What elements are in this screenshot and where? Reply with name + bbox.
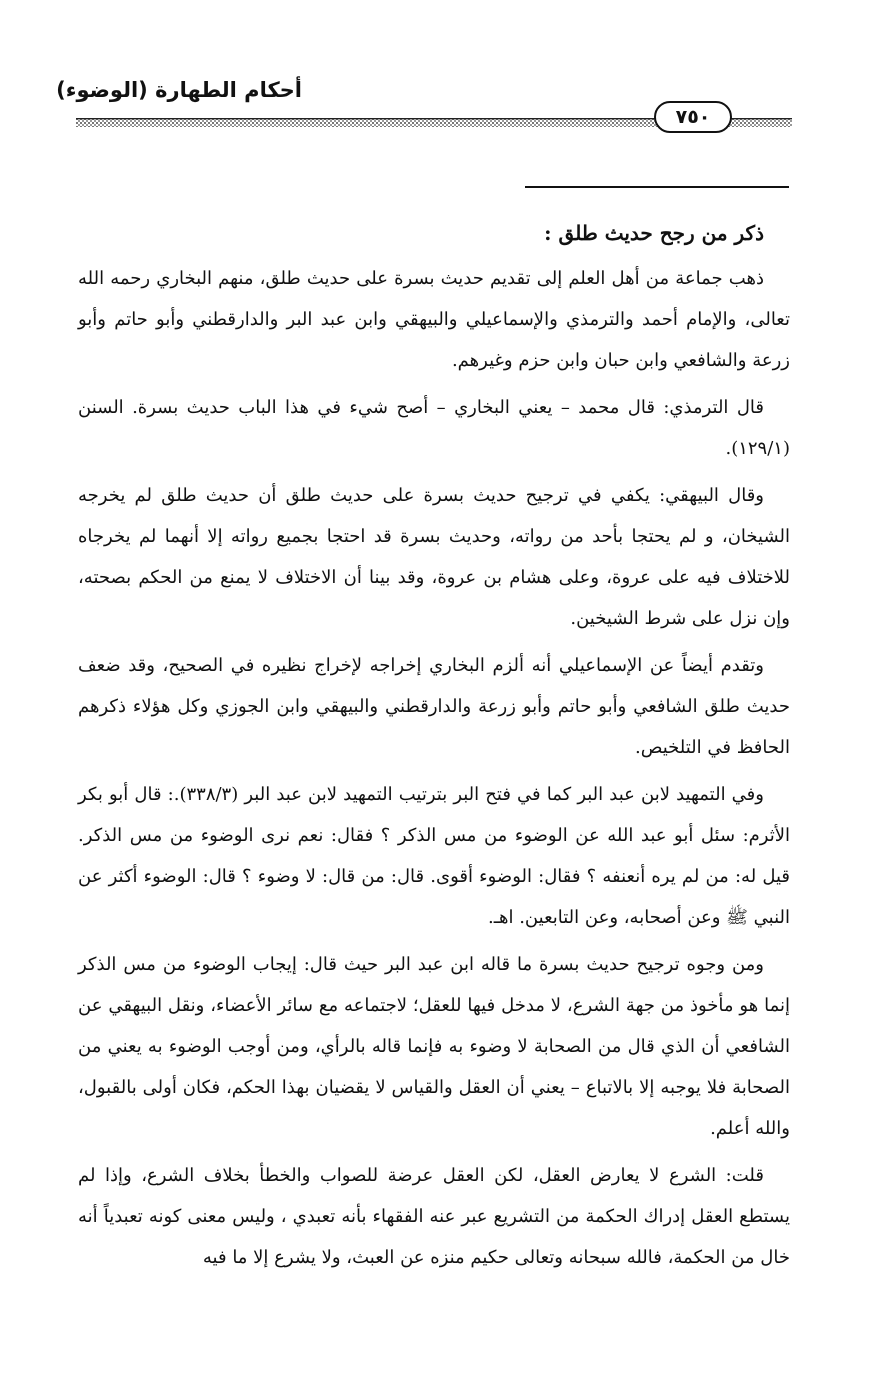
book-title: أحكام الطهارة (الوضوء) xyxy=(56,78,302,102)
section-heading: ذكر من رجح حديث طلق : xyxy=(544,221,764,245)
page-body xyxy=(78,212,790,1284)
paragraph: وقال البيهقي: يكفي في ترجيح حديث بسرة على حديث طلق أن حديث طلق لم يخرجه الشيخان، و لم يحتجا بأحد من رواته، وحديث بسرة قد احتجا بجميع رواته إلا أنهما لم يخرجاه للاختلاف فيه على عروة، وعلى هشام بن عروة، وقد بينا أن الاختلاف لا يمنع من الحكم بصحته، وإن نزل على شرط الشيخين. xyxy=(78,485,790,629)
paragraph: وتقدم أيضاً عن الإسماعيلي أنه ألزم البخاري إخراجه لإخراج نظيره في الصحيح، وقد ضعف حديث طلق الشافعي وأبو حاتم وأبو زرعة والدارقطني والبيهقي وابن الجوزي وكل هؤلاء ذكرهم الحافظ في التلخيص. xyxy=(78,655,790,758)
divider xyxy=(525,186,789,188)
paragraph: قلت: الشرع لا يعارض العقل، لكن العقل عرضة للصواب والخطأ بخلاف الشرع، وإذا لم يستطع العقل إدراك الحكمة من التشريع عبر عنه الفقهاء بأنه تعبدي ، وليس معنى كونه تعبدياً أنه خال من الحكمة، فالله سبحانه وتعالى حكيم منزه عن العبث، ولا يشرع إلا ما فيه xyxy=(78,1165,790,1268)
paragraph: ذهب جماعة من أهل العلم إلى تقديم حديث بسرة على حديث طلق، منهم البخاري رحمه الله تعالى، والإمام أحمد والترمذي والإسماعيلي والبيهقي وابن عبد البر والدارقطني وأبو حاتم وأبو زرعة والشافعي وابن حبان وابن حزم وغيرهم. xyxy=(78,268,790,371)
paragraph: قال الترمذي: قال محمد – يعني البخاري – أصح شيء في هذا الباب حديث بسرة. السنن (١٢٩/١). xyxy=(78,397,790,459)
paragraph: ومن وجوه ترجيح حديث بسرة ما قاله ابن عبد البر حيث قال: إيجاب الوضوء من مس الذكر إنما هو مأخوذ من جهة الشرع، لا مدخل فيها للعقل؛ لاجتماعه مع سائر الأعضاء، ونقل البيهقي عن الشافعي أن الذي قال من الصحابة لا وضوء به فإنما قاله بالرأي، ومن أوجب الوضوء به يعني من الصحابة فلا يوجبه إلا بالاتباع – يعني أن العقل والقياس لا يقضيان بهذا الحكم، فكان أولى بالقبول، والله أعلم. xyxy=(78,954,790,1139)
paragraph: وفي التمهيد لابن عبد البر كما في فتح البر بترتيب التمهيد لابن عبد البر (٣٣٨/٣).: قال أبو بكر الأثرم: سئل أبو عبد الله عن الوضوء من مس الذكر ؟ فقال: نعم نرى الوضوء من مس الذكر. قيل له: من لم يره أنعنفه ؟ فقال: الوضوء أقوى. قال: من قال: لا وضوء ؟ قال: الوضوء أكثر عن النبي ﷺ وعن أصحابه، وعن التابعين. اهـ. xyxy=(78,784,790,928)
page-number: ٧٥٠ xyxy=(654,101,732,133)
